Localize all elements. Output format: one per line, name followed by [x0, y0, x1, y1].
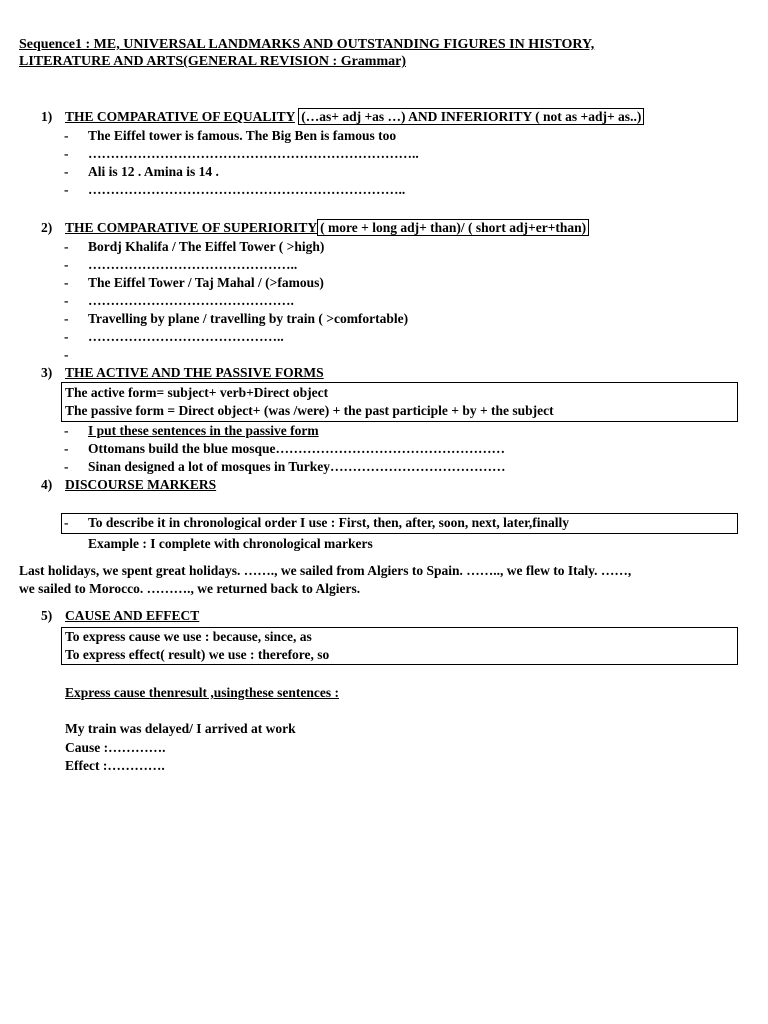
- section1-number: 1): [41, 109, 53, 124]
- bullet-dash: -: [64, 311, 69, 326]
- section1-heading: [65, 108, 644, 125]
- section5-number: 5): [41, 608, 53, 623]
- section5-title: CAUSE AND EFFECT: [65, 608, 200, 623]
- section1-title: THE COMPARATIVE OF EQUALITY: [65, 109, 295, 124]
- active-form-rule: The active form= subject+ verb+Direct object: [65, 385, 329, 400]
- passive-form-rule: The passive form = Direct object+ (was /were) + the past participle + by + the subject: [65, 403, 554, 418]
- section2-answer-line: ……………………………………….: [88, 293, 294, 308]
- section2-heading: [65, 219, 589, 236]
- bullet-dash: -: [64, 257, 69, 272]
- section2-answer-line: ………………………………………..: [88, 257, 298, 272]
- section2-item: Bordj Khalifa / The Eiffel Tower ( >high): [88, 239, 325, 254]
- bullet-dash: -: [64, 239, 69, 254]
- section3-title: THE ACTIVE AND THE PASSIVE FORMS: [65, 365, 324, 380]
- bullet-dash: -: [64, 128, 69, 143]
- bullet-dash: -: [64, 423, 69, 438]
- exercise-paragraph-line1: Last holidays, we spent great holidays. ……., we sailed from Algiers to Spain. …….., we flew to Italy. ……,: [19, 563, 632, 578]
- section1-formula-box: (…as+ adj +as …) AND INFERIORITY ( not as +adj+ as..): [298, 108, 644, 125]
- section1-answer-line: ………………………………………………………………..: [88, 146, 419, 161]
- section5-sentence: My train was delayed/ I arrived at work: [65, 721, 296, 736]
- section1-answer-line: ……………………………………………………………..: [88, 182, 406, 197]
- chronological-markers-rule: To describe it in chronological order I use : First, then, after, soon, next, later,finally: [88, 515, 569, 530]
- bullet-dash: -: [64, 329, 69, 344]
- sequence-title-line1: Sequence1 : ME, UNIVERSAL LANDMARKS AND OUTSTANDING FIGURES IN HISTORY,: [19, 37, 595, 52]
- bullet-dash: -: [64, 275, 69, 290]
- bullet-dash: -: [64, 347, 69, 362]
- exercise-paragraph-line2: we sailed to Morocco. ………., we returned back to Algiers.: [19, 581, 361, 596]
- section3-instruction: I put these sentences in the passive form: [88, 423, 319, 438]
- section3-item: Ottomans build the blue mosque……………………………………………: [88, 441, 506, 456]
- bullet-dash: -: [64, 293, 69, 308]
- section3-number: 3): [41, 365, 53, 380]
- section2-item: The Eiffel Tower / Taj Mahal / (>famous): [88, 275, 324, 290]
- section2-number: 2): [41, 220, 53, 235]
- effect-answer-line: Effect :………….: [65, 758, 165, 773]
- section3-item: Sinan designed a lot of mosques in Turkey…………………………………: [88, 459, 506, 474]
- section5-instruction: Express cause thenresult ,usingthese sentences :: [65, 685, 340, 700]
- sequence-title-line2: LITERATURE AND ARTS(GENERAL REVISION : Grammar): [19, 54, 407, 69]
- effect-rule: To express effect( result) we use : therefore, so: [65, 647, 330, 662]
- bullet-dash: -: [64, 146, 69, 161]
- section1-item: The Eiffel tower is famous. The Big Ben is famous too: [88, 128, 397, 143]
- section2-answer-line: ……………………………………..: [88, 329, 284, 344]
- bullet-dash: -: [64, 515, 69, 530]
- section4-example: Example : I complete with chronological markers: [88, 536, 373, 551]
- bullet-dash: -: [64, 459, 69, 474]
- bullet-dash: -: [64, 441, 69, 456]
- section4-number: 4): [41, 477, 53, 492]
- section2-item: Travelling by plane / travelling by train ( >comfortable): [88, 311, 409, 326]
- section2-formula-box: ( more + long adj+ than)/ ( short adj+er+than): [317, 219, 589, 236]
- cause-answer-line: Cause :………….: [65, 740, 166, 755]
- bullet-dash: -: [64, 182, 69, 197]
- section1-item: Ali is 12 . Amina is 14 .: [88, 164, 219, 179]
- bullet-dash: -: [64, 164, 69, 179]
- section2-title: THE COMPARATIVE OF SUPERIORITY: [65, 220, 318, 235]
- section4-title: DISCOURSE MARKERS: [65, 477, 217, 492]
- cause-rule: To express cause we use : because, since, as: [65, 629, 312, 644]
